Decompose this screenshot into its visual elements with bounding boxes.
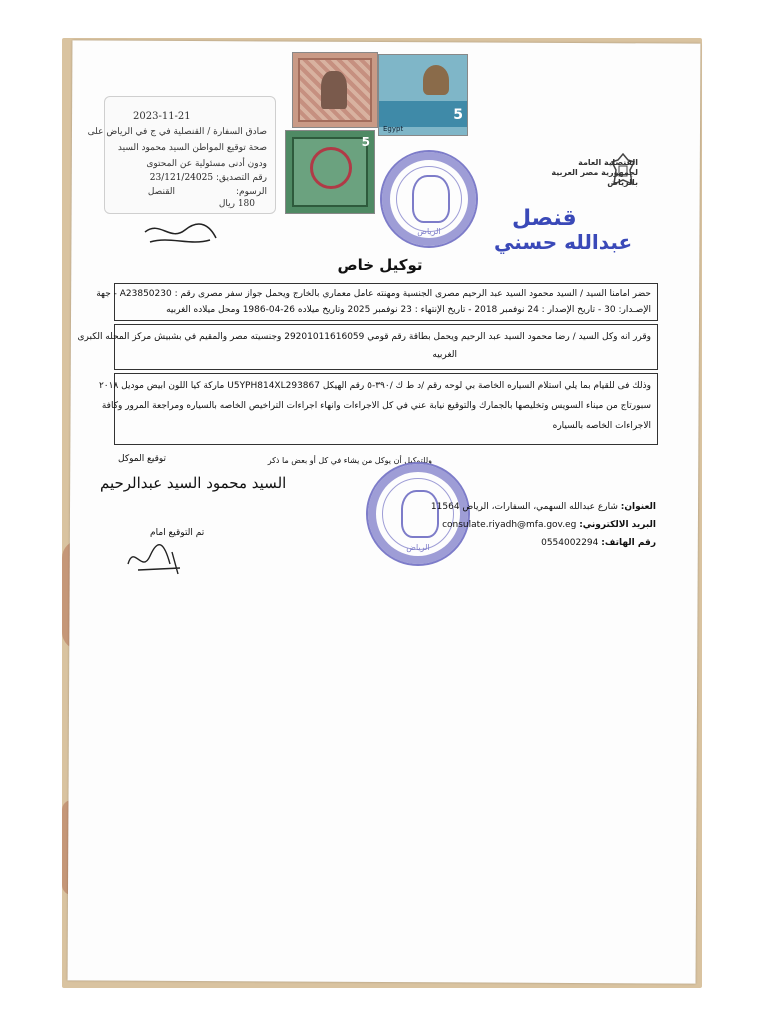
stamp-value-green: 5: [361, 135, 370, 149]
closing-clause: وللتوكيل أن يوكل من يشاء في كل أو بعض ما ذكر: [267, 456, 432, 465]
sticker-consul-label: القنصل: [147, 187, 175, 197]
header-line-3: بالرياض: [607, 178, 638, 187]
consulate-seal-top: [380, 150, 478, 248]
phone-line: [541, 538, 656, 548]
email-line: [442, 520, 656, 530]
address-line: [431, 502, 656, 512]
authority-scope-box: [98, 373, 658, 445]
email-label: البريد الالكتروني:: [579, 520, 656, 530]
scope-line-3: الاجراءات الخاصه بالسياره: [552, 421, 651, 431]
seal-city-bottom: الرياض: [406, 543, 430, 552]
eagle-emblem-icon: [412, 175, 450, 223]
official-signature-scribble: [120, 534, 190, 580]
consul-name-stamp: عبدالله حسني: [494, 230, 633, 254]
principal-line-2: الإصـدار: 30 - تاريخ الإصدار : 24 نوفمبر 2018 - تاريخ الإنتهاء : 23 نوفمبر 2025 وتاريخ ميلاده 26-04-1986 ومحل ميلاده الغربيه: [166, 305, 651, 315]
header-line-1: القنصلية العامة: [578, 158, 638, 167]
consulate-seal-bottom: [366, 462, 470, 566]
sticker-ref-label: رقم التصديق:: [215, 173, 267, 183]
sticker-line-3: ودون أدنى مسئولية عن المحتوى: [146, 159, 267, 169]
principal-signature: السيد محمود السيد عبدالرحيم: [100, 474, 287, 492]
signed-before-label: تم التوقيع امام: [150, 528, 205, 538]
sticker-ref-number: 23/121/24025: [149, 173, 214, 183]
document-title: توكيل خاص: [337, 256, 423, 274]
stamp-label: Egypt: [383, 125, 404, 133]
scope-line-1: وذلك فى للقيام بما يلي استلام السياره الخاصة بي لوحه رقم /د ط ك /٣٩٠-٥ رقم الهيكل U5YPH814XL293867 ماركة كيا اللون ابيض موديل ٢٠١٨: [98, 381, 651, 391]
principal-details-box: [96, 283, 658, 321]
agent-details-box: [77, 324, 658, 370]
sticker-line-1: صادق السفارة / القنصلية في ج في الرياض على: [87, 127, 267, 137]
consulate-header: [551, 158, 638, 188]
scope-line-2: سبورتاج من ميناء السويس وتخليصها بالجمارك والتوقيع نيابة عني في كل الاجراءات وانهاء اجراءات التراخيص الخاصه بالسياره ومراجعة المرور وكافة: [101, 401, 651, 411]
attestation-sticker: [87, 96, 276, 214]
header-line-2: لجمهورية مصر العربية: [551, 168, 638, 177]
consul-title-stamp: قنصل: [512, 206, 577, 231]
seal-city: الرياض: [417, 227, 441, 236]
consul-signature-scribble: [140, 212, 220, 252]
bird-icon: [321, 71, 347, 109]
phone-label: رقم الهاتف:: [601, 538, 656, 548]
stamp-value-blue: 5: [453, 107, 463, 123]
sticker-fee-value: 180 ريال: [218, 199, 255, 209]
address-value: شارع عبدالله السهمي، السفارات، الرياض 11564: [430, 502, 618, 512]
agent-line-1: وقرر انه وكل السيد / رضا محمود السيد عبد الرحيم ويحمل بطاقة رقم قومي 29201011616059 وجنسيته مصر والمقيم في بشبيش مركز المحله الكبرى: [77, 332, 651, 342]
eagle-emblem-icon-bottom: [401, 490, 439, 538]
phone-value: 0554002294: [541, 538, 599, 548]
agent-line-2: الغربيه: [432, 350, 457, 360]
signature-label: توقيع الموكل: [118, 454, 167, 464]
address-label: العنوان:: [620, 502, 656, 512]
sticker-fees-label: الرسوم:: [235, 187, 267, 197]
postage-stamp-brown: [292, 52, 378, 128]
sticker-date: 2023-11-21: [133, 111, 191, 122]
postage-stamp-green: [285, 130, 375, 214]
principal-line-1: حضر امامنا السيد / السيد محمود السيد عبد الرحيم مصرى الجنسية ومهنته عامل معماري بالخارج ويحمل جواز سفر مصرى رقم : A23850230 - جهة: [96, 289, 651, 299]
sticker-ref: [150, 173, 267, 183]
statue-icon: [423, 65, 449, 95]
star-emblem-icon: [310, 147, 352, 189]
postage-stamp-blue: [378, 54, 468, 136]
email-value[interactable]: consulate.riyadh@mfa.gov.eg: [442, 520, 577, 530]
sticker-line-2: صحة توقيع المواطن السيد محمود السيد: [117, 143, 267, 153]
